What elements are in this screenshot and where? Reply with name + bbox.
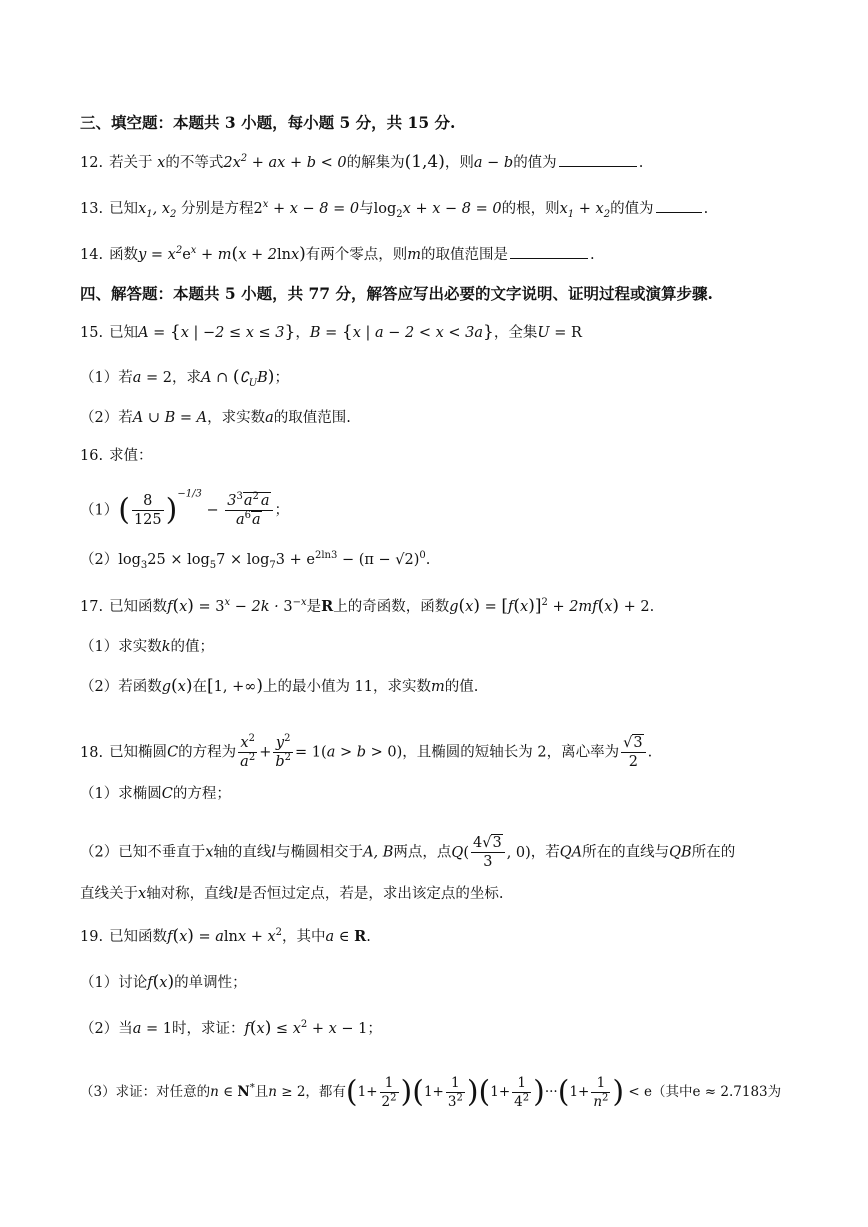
q19-inequality: $f(x) \le x^2 + x - 1$ <box>244 1018 368 1038</box>
question-17: 17. 已知函数$f(x) = 3^x - 2k \cdot 3^{-x}$是R上的奇函数，函数$g(x) = [f(x)]^2 + 2mf(x) + 2$. <box>80 596 655 616</box>
q17-g: $g(x) = [f(x)]^2 + 2mf(x) + 2$ <box>449 596 650 616</box>
q12-number: 12. <box>80 155 104 171</box>
q12-answer-blank[interactable] <box>559 152 637 167</box>
section3-heading: 三、填空题：本题共 3 小题，每小题 5 分，共 15 分. <box>80 113 456 132</box>
q18-frac-y: $\frac{y^2}{b^2}$ <box>275 733 292 770</box>
q19-product: (1+ $\frac{1}{2^2}$ )(1+ $\frac{1}{3^2}$ )(1+ $\frac{1}{4^2}$ )···(1+ $\frac{1}{n^2}$ ) < e <box>345 1074 653 1110</box>
question-12: 12. 若关于 x的不等式$2x^2$ + ax + b < 0的解集为(1,4)，则a − b的值为 . <box>80 152 644 172</box>
q12-interval: (1,4) <box>404 152 445 172</box>
q18-condition: = 1(a > b > 0) <box>295 744 403 761</box>
q12-var: x <box>157 155 166 171</box>
q15-set-a: A = {x | −2 ≤ x ≤ 3} <box>138 322 296 342</box>
q16-radical-fraction: $\frac{3^3a^2 a}{a^6a}$ <box>225 492 272 529</box>
q13-vars: $x_1$, $x_2$ <box>138 201 177 220</box>
q15-set-b: B = {x | a − 2 < x < 3a} <box>309 322 494 342</box>
question-13: 13. 已知$x_1$, $x_2$ 分别是方程$2^x + x - 8 = 0$与$\log_2x + x - 8 = 0$的根，则$x_1 + x_2$的值为 . <box>80 199 709 220</box>
q16-fraction-8-125: $\frac{8}{125}$ <box>133 493 162 528</box>
q19-part2: （2）当a = 1时，求证：$f(x) \le x^2 + x - 1$； <box>80 1018 382 1038</box>
q14-function: $y = x^2e^x + m(x + 2\ln x)$ <box>138 244 306 264</box>
question-15: 15. 已知A = {x | −2 ≤ x ≤ 3}，B = {x | a − 2 < x < 3a}，全集U = R <box>80 322 582 342</box>
q17-part2: （2）若函数g(x)在[1, +∞)上的最小值为 11，求实数m的值. <box>80 676 479 696</box>
q15-universal: U = R <box>537 325 582 341</box>
q18-part2: （2）已知不垂直于x轴的直线l与椭圆相交于A, B两点，点Q( $\frac{4√3}{3}$ , 0)，若QA所在的直线与QB所在的 <box>80 835 736 870</box>
section4-heading: 四、解答题：本题共 5 小题，共 77 分，解答应写出必要的文字说明、证明过程或演算步骤. <box>80 284 713 303</box>
q15-expr-1: A ∩ $(∁_UB)$ <box>200 367 275 389</box>
q16-log-expression: $\log_325 \times \log_57 \times \log_73 + e^{2ln3} - (\pi - √2)^0$ <box>118 550 426 571</box>
q13-equation-2: $\log_2x + x - 8 = 0$ <box>373 201 502 220</box>
q18-point-q: Q( $\frac{4√3}{3}$ , 0) <box>451 835 531 870</box>
q17-part1: （1）求实数k的值； <box>80 639 215 655</box>
q17-f: $f(x) = 3^x - 2k \cdot 3^{-x}$ <box>167 596 307 616</box>
q15-part1: （1）若a = 2，求A ∩ $(∁_UB)$； <box>80 367 289 389</box>
question-18: 18. 已知椭圆C的方程为 $\frac{x^2}{a^2}$ + $\frac{y^2}{b^2}$ = 1(a > b > 0)，且椭圆的短轴长为 2，离心率为 $\frac{√3}{2}$ . <box>80 733 653 770</box>
q18-part1: （1）求椭圆C的方程； <box>80 786 231 802</box>
q18-eccentricity: $\frac{√3}{2}$ <box>621 734 645 771</box>
q16-part1: （1）( $\frac{8}{125}$ )$^{-1/3}$ − $\frac{3^3a^2 a}{a^6a}$ ； <box>80 488 290 528</box>
q16-part2: $(2)\log_325 \times \log_57 \times \log_73 + e^{2ln3} - (\pi - √2)^0$. <box>80 550 431 571</box>
q15-expr-2: A ∪ B = A <box>132 410 208 426</box>
q14-answer-blank[interactable] <box>510 244 588 259</box>
q13-answer-blank[interactable] <box>656 198 702 213</box>
q15-part2: （2）若A ∪ B = A，求实数a的取值范围. <box>80 410 351 426</box>
q18-frac-x: $\frac{x^2}{a^2}$ <box>240 733 256 770</box>
q12-inequality: $2x^2$ + ax + b < 0 <box>223 153 347 171</box>
q19-f: $f(x) = alnx + x^2$ <box>167 926 283 946</box>
question-16: 16. 求值： <box>80 448 153 464</box>
q17-interval: [1, +∞) <box>207 676 263 696</box>
q12-expr: a − b <box>473 155 514 171</box>
q18-part2-cont: 直线关于x轴对称，直线l是否恒过定点，若是，求出该定点的坐标. <box>80 886 504 902</box>
question-14: 14. 函数$y = x^2e^x + m(x + 2\ln x)$有两个零点，则m的取值范围是 . <box>80 244 595 264</box>
q19-part1: （1）讨论f(x)的单调性； <box>80 972 247 992</box>
question-19: 19. 已知函数$f(x) = alnx + x^2$，其中a ∈ R. <box>80 926 371 946</box>
q19-part3: （3）求证：对任意的n ∈ N*且n ≥ 2，都有(1+ $\frac{1}{2^2}$ )(1+ $\frac{1}{3^2}$ )(1+ $\frac{1}{4^2}$ )···(1+ $\frac{1}{n^2}$ ) < e（其中e ≈ 2.7183为 <box>80 1074 782 1110</box>
q13-equation-1: $2^x + x - 8 = 0$ <box>253 199 360 217</box>
q13-sum: $x_1 + x_2$ <box>559 201 611 220</box>
